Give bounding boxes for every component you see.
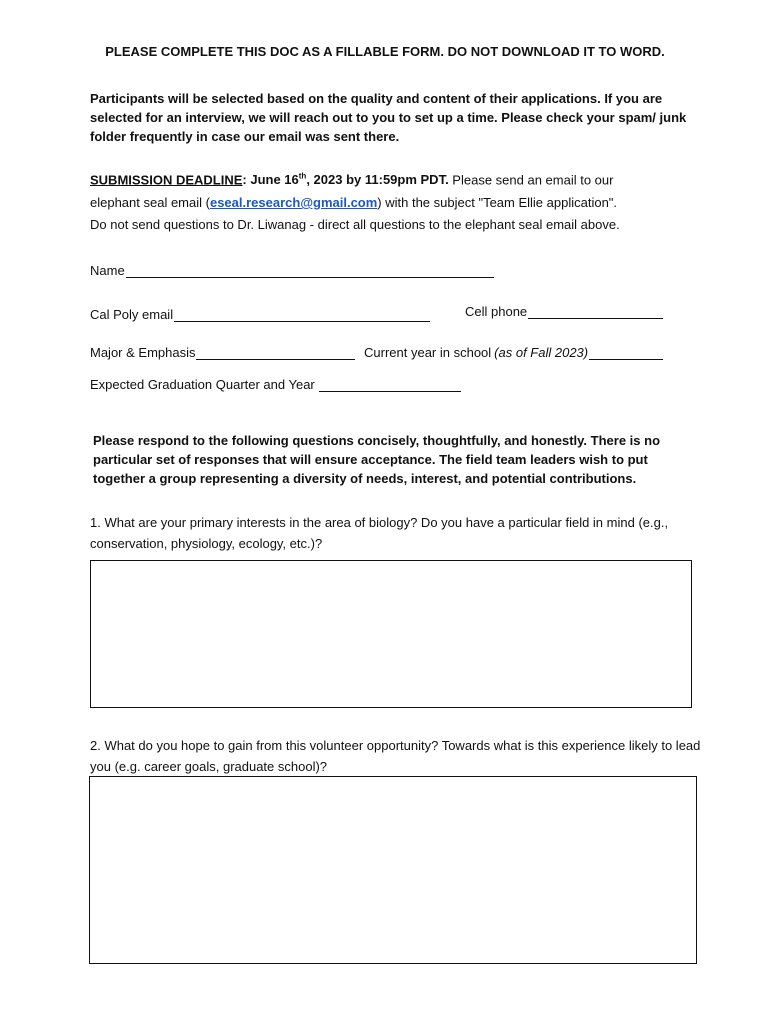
- question-1-answer-box[interactable]: [90, 560, 692, 708]
- deadline-date: : June 16th, 2023 by 11:59pm PDT.: [242, 172, 449, 188]
- current-year-label: Current year in school: [364, 345, 492, 360]
- deadline-instruction: Please send an email to our: [448, 172, 614, 188]
- major-field[interactable]: [90, 345, 355, 360]
- intro-paragraph: Participants will be selected based on the quality and content of their applications. If you are selected for an interview, we will reach out to you to set up a time. Please check your spam/ junk folder frequently in case our email was sent there.: [90, 91, 687, 144]
- graduation-input-line[interactable]: [319, 378, 461, 392]
- deadline-label: SUBMISSION DEADLINE: [90, 172, 243, 188]
- cell-phone-field[interactable]: [465, 304, 663, 319]
- current-year-input-line[interactable]: [589, 346, 663, 360]
- deadline-line-2: elephant seal email (eseal.research@gmail.com) with the subject "Team Ellie application".: [90, 195, 618, 210]
- name-field[interactable]: [90, 263, 494, 278]
- current-year-field[interactable]: [364, 345, 663, 360]
- cell-phone-label: Cell phone: [465, 304, 528, 319]
- cell-phone-input-line[interactable]: [528, 305, 663, 319]
- major-label: Major & Emphasis: [90, 345, 196, 360]
- cal-poly-email-input-line[interactable]: [174, 308, 430, 322]
- name-label: Name: [90, 263, 125, 278]
- name-input-line[interactable]: [126, 264, 494, 278]
- question-2-answer-box[interactable]: [89, 776, 697, 964]
- current-year-note: (as of Fall 2023): [494, 345, 589, 360]
- question-1: 1. What are your primary interests in the area of biology? Do you have a particular field in mind (e.g., conservation, physiology, ecology, etc.)?: [90, 515, 669, 551]
- deadline-line-1: [90, 172, 613, 187]
- cal-poly-email-label: Cal Poly email: [90, 307, 174, 322]
- instructions-paragraph: Please respond to the following questions concisely, thoughtfully, and honestly. There is no particular set of responses that will ensure acceptance. The field team leaders wish to put together a group representing a diversity of needs, interest, and potential contributions.: [93, 433, 661, 486]
- graduation-label: Expected Graduation Quarter and Year: [90, 377, 315, 392]
- email-link[interactable]: eseal.research@gmail.com: [209, 195, 378, 210]
- cal-poly-email-field[interactable]: [90, 307, 430, 322]
- page-title: PLEASE COMPLETE THIS DOC AS A FILLABLE FORM. DO NOT DOWNLOAD IT TO WORD.: [105, 44, 665, 59]
- graduation-field[interactable]: [90, 377, 461, 392]
- deadline-line-3: Do not send questions to Dr. Liwanag - direct all questions to the elephant seal email above.: [90, 217, 620, 232]
- major-input-line[interactable]: [196, 346, 355, 360]
- question-2: 2. What do you hope to gain from this volunteer opportunity? Towards what is this experience likely to lead you (e.g. career goals, graduate school)?: [90, 738, 701, 774]
